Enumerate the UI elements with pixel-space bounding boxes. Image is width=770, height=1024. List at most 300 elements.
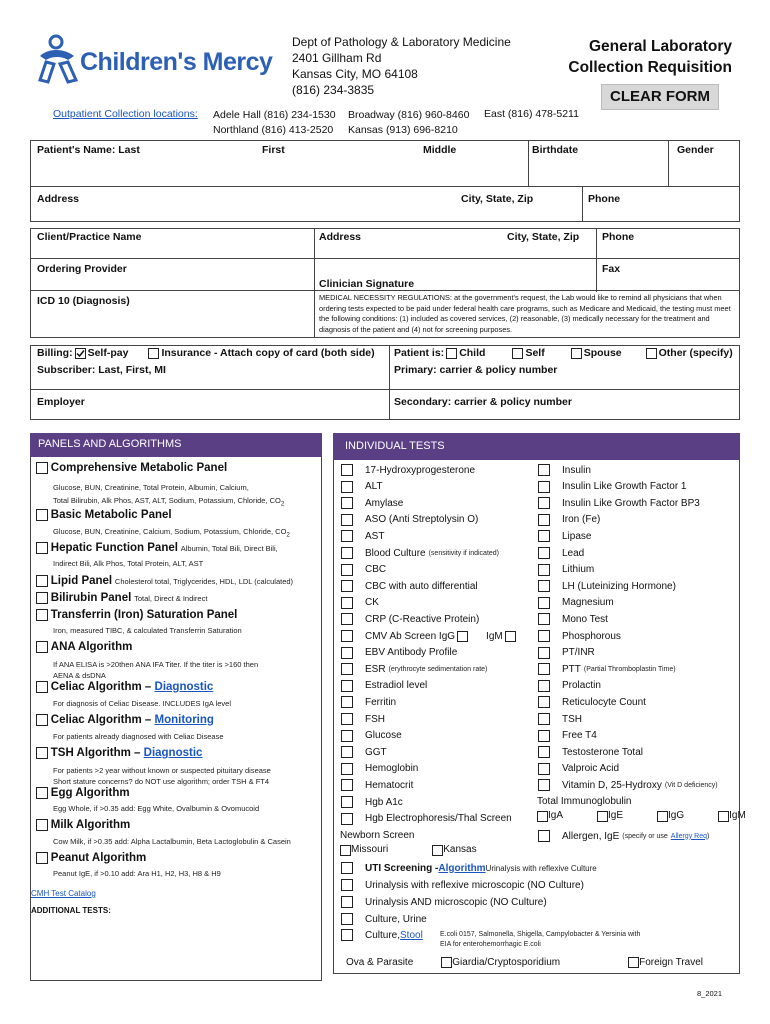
form-title	[568, 36, 732, 78]
bilirubin-title: Bilirubin Panel	[50, 592, 132, 604]
hfp-title: Hepatic Function Panel	[50, 542, 178, 554]
cmv-igm-label: IgM	[486, 630, 503, 642]
secondary-carrier-field[interactable]: Secondary: carrier & policy number	[394, 396, 572, 408]
individual-heading	[333, 433, 740, 460]
test-row-reticulocyte-count	[538, 694, 646, 710]
client-phone-field[interactable]: Phone	[602, 231, 635, 243]
test-label-vitamin-d: Vitamin D, 25-Hydroxy	[562, 779, 662, 791]
test-label-mono-test: Mono Test	[562, 613, 608, 625]
test-row-lead	[538, 545, 584, 561]
test-row-ptt	[538, 661, 676, 677]
celiac-diagnostic-checkbox[interactable]	[36, 681, 48, 693]
test-row-cbc	[341, 562, 386, 578]
child-checkbox[interactable]	[446, 348, 457, 359]
celiac-monitoring-checkbox[interactable]	[36, 714, 48, 726]
address-line-2: Kansas City, MO 64108	[292, 67, 418, 81]
test-checkbox-mono-test[interactable]	[538, 613, 550, 625]
ua-and-micro-label: Urinalysis AND microscopic (NO Culture)	[365, 896, 547, 908]
test-label-insulin-like-growth-factor-bp3: Insulin Like Growth Factor BP3	[562, 497, 700, 509]
bmp-desc-text: Glucose, BUN, Creatinine, Calcium, Sodium, Potassium, Chloride, CO	[53, 527, 287, 536]
form-title-line-2: Collection Requisition	[568, 59, 732, 76]
cmp-desc-line-2: Total Bilirubin, Alk Phos, AST, ALT, Sodium, Potassium, Chloride, CO	[53, 496, 281, 505]
test-row-ferritin	[341, 694, 396, 710]
panel-bmp	[36, 509, 172, 521]
hfp-checkbox[interactable]	[36, 542, 48, 554]
test-checkbox-ggt[interactable]	[341, 746, 353, 758]
icd10-diagnosis-field[interactable]: ICD 10 (Diagnosis)	[37, 295, 130, 307]
patient-middle-name-field[interactable]: Middle	[423, 144, 457, 156]
celiac-diagnostic-link[interactable]: Diagnostic	[154, 681, 214, 693]
test-row-iron-fe	[538, 512, 600, 528]
bilirubin-checkbox[interactable]	[36, 592, 48, 604]
test-checkbox-esr[interactable]	[341, 663, 353, 675]
test-label-hgb-electrophoresis-thal-screen: Hgb Electrophoresis/Thal Screen	[365, 813, 512, 825]
patient-phone-field[interactable]: Phone	[588, 193, 621, 205]
test-label-lead: Lead	[562, 547, 585, 559]
cmp-desc: Glucose, BUN, Creatinine, Total Protein, Albumin, Calcium, Total Bilirubin, Alk Phos, AST, ALT, Sodium, Potassium, Chloride, $CO_2$	[53, 483, 285, 508]
medical-necessity-notice: MEDICAL NECESSITY REGULATIONS: at the government's request, the Lab would like to remind all physicians that when ordering tests expected to be paid under federal health care programs, such as Medicare and Medicaid, the testing must meet the following conditions: (1) included as covered services, (2) reasonable, (3) medically necessary for the treatment and diagnosis of the patient and (4) not for screening purposes.	[319, 293, 731, 334]
peanut-checkbox[interactable]	[36, 852, 48, 864]
test-label-fsh: FSH	[365, 713, 385, 725]
tsh-desc-line-1: For patients >2 year without known or suspected pituitary disease	[53, 766, 271, 775]
check-icon	[75, 348, 86, 359]
patient-is-label: Patient is:	[394, 347, 445, 359]
test-checkbox-alt[interactable]	[341, 481, 353, 493]
test-checkbox-lead[interactable]	[538, 547, 550, 559]
location-east: East (816) 478-5211	[484, 108, 579, 120]
employer-field[interactable]: Employer	[37, 396, 85, 408]
self-checkbox[interactable]	[512, 348, 523, 359]
uti-algorithm-link[interactable]: Algorithm	[438, 862, 486, 874]
test-label-blood-culture: Blood Culture	[365, 547, 426, 559]
immunoglobulin-label: Total Immunoglobulin	[537, 796, 632, 807]
patient-last-name-field[interactable]: Patient's Name: Last	[37, 144, 140, 156]
stool-note	[440, 930, 640, 950]
self-label: Self	[525, 347, 545, 359]
culture-stool-label: Culture,	[365, 929, 401, 941]
child-label: Child	[459, 347, 486, 359]
test-label-testosterone-total: Testosterone Total	[562, 746, 643, 758]
cmp-title: Comprehensive Metabolic Panel	[50, 462, 228, 474]
patient-address-field[interactable]: Address	[37, 193, 80, 205]
igg-label: IgG	[668, 810, 685, 821]
tsh-desc-line-2: Short stature concerns? do NOT use algorithm; order TSH & FT4	[53, 777, 270, 786]
ana-desc-line-1: If ANA ELISA is >20then ANA IFA Titer. If the titer is >160 then	[53, 660, 259, 669]
test-checkbox-amylase[interactable]	[341, 497, 353, 509]
test-row-ggt	[341, 744, 387, 760]
test-checkbox-crp-c-reactive-protein[interactable]	[341, 613, 353, 625]
test-row-crp-c-reactive-protein	[341, 611, 479, 627]
locations-col-2	[348, 108, 469, 138]
client-city-field[interactable]: City, State, Zip	[507, 231, 580, 243]
milk-title: Milk Algorithm	[50, 819, 131, 831]
self-pay-label: Self-pay	[87, 347, 129, 359]
test-checkbox-tsh[interactable]	[538, 713, 550, 725]
ana-desc-line-2: AENA & dsDNA	[53, 671, 106, 680]
billing-row	[37, 347, 375, 359]
form-title-line-1: General Laboratory	[589, 38, 732, 55]
test-checkbox-lithium[interactable]	[538, 564, 550, 576]
test-row-esr	[341, 661, 487, 677]
test-label-valproic-acid: Valproic Acid	[562, 763, 620, 775]
test-row-blood-culture	[341, 545, 499, 561]
test-checkbox-hemoglobin[interactable]	[341, 763, 353, 775]
address-line-1: 2401 Gillham Rd	[292, 51, 382, 65]
test-label-tsh: TSH	[562, 713, 582, 725]
test-checkbox-blood-culture[interactable]	[341, 547, 353, 559]
panel-celiac-diagnostic	[36, 681, 213, 693]
test-label-cbc-with-auto-differential: CBC with auto differential	[365, 580, 478, 592]
panel-lipid	[36, 575, 293, 587]
ua-micro-label: Urinalysis with reflexive microscopic (NO Culture)	[365, 879, 584, 891]
additional-tests-field[interactable]: ADDITIONAL TESTS:	[31, 906, 111, 915]
newborn-screen-label: Newborn Screen	[340, 830, 415, 842]
dept-name: Dept of Pathology & Laboratory Medicine	[292, 35, 511, 49]
test-row-allergen-ige	[538, 828, 709, 844]
tsh-diagnostic-link[interactable]: Diagnostic	[143, 747, 203, 759]
test-checkbox-aso-anti-streptolysin-o[interactable]	[341, 514, 353, 526]
test-row-pt-inr	[538, 645, 595, 661]
culture-urine-label: Culture, Urine	[365, 913, 427, 925]
test-label-insulin-like-growth-factor-1: Insulin Like Growth Factor 1	[562, 481, 687, 493]
test-label-hematocrit: Hematocrit	[365, 779, 414, 791]
test-checkbox-ferritin[interactable]	[341, 696, 353, 708]
client-address-field[interactable]: Address	[319, 231, 362, 243]
test-label-phosphorous: Phosphorous	[562, 630, 621, 642]
spouse-label: Spouse	[583, 347, 622, 359]
test-label-amylase: Amylase	[365, 497, 404, 509]
test-label-insulin: Insulin	[562, 464, 591, 476]
ana-desc	[53, 659, 258, 681]
stool-link[interactable]: Stool	[400, 929, 423, 941]
insurance-label: Insurance - Attach copy of card (both side)	[161, 347, 375, 359]
other-checkbox[interactable]	[646, 348, 657, 359]
panel-cmp	[36, 462, 227, 474]
test-label-lithium: Lithium	[562, 564, 595, 576]
tsh-algorithm-checkbox[interactable]	[36, 747, 48, 759]
test-checkbox-hgb-electrophoresis-thal-screen[interactable]	[341, 813, 353, 825]
individual-heading-text: INDIVIDUAL TESTS	[345, 440, 445, 452]
test-row-glucose	[341, 728, 402, 744]
test-checkbox-estradiol-level[interactable]	[341, 680, 353, 692]
test-checkbox-allergen-ige[interactable]	[538, 830, 550, 842]
test-row-mono-test	[538, 611, 608, 627]
patient-birthdate-field[interactable]: Birthdate	[532, 144, 579, 156]
clear-form-button[interactable]: CLEAR FORM	[601, 84, 719, 110]
foreign-travel-label: Foreign Travel	[639, 957, 704, 968]
igg-checkbox[interactable]	[657, 811, 668, 822]
logo-figure-icon	[34, 34, 82, 86]
missouri-checkbox[interactable]	[340, 845, 351, 856]
test-checkbox-glucose[interactable]	[341, 730, 353, 742]
panel-celiac-monitoring	[36, 714, 214, 726]
test-label-17-hydroxyprogesterone: 17-Hydroxyprogesterone	[365, 464, 476, 476]
transferrin-desc: Iron, measured TIBC, & calculated Transferrin Saturation	[53, 626, 242, 635]
test-row-hgb-electrophoresis-thal-screen	[341, 811, 512, 827]
test-label-alt: ALT	[365, 481, 383, 493]
peanut-title: Peanut Algorithm	[50, 852, 147, 864]
patient-city-field[interactable]: City, State, Zip	[461, 193, 534, 205]
self-pay-checkbox[interactable]	[75, 348, 86, 359]
test-label-hemoglobin: Hemoglobin	[365, 763, 419, 775]
test-row-insulin-like-growth-factor-bp3	[538, 495, 700, 511]
ana-title: ANA Algorithm	[50, 641, 133, 653]
milk-checkbox[interactable]	[36, 819, 48, 831]
bmp-title: Basic Metabolic Panel	[50, 509, 172, 521]
location-northland: Northland (816) 413-2520	[213, 124, 334, 136]
ua-and-micro-row	[341, 894, 547, 910]
test-label-magnesium: Magnesium	[562, 597, 614, 609]
test-row-hemoglobin	[341, 761, 418, 777]
giardia-label: Giardia/Cryptosporidium	[452, 957, 561, 968]
test-row-aso-anti-streptolysin-o	[341, 512, 478, 528]
culture-stool-row	[341, 927, 423, 943]
bmp-checkbox[interactable]	[36, 509, 48, 521]
location-kansas: Kansas (913) 696-8210	[348, 124, 458, 136]
panel-tsh	[36, 747, 202, 759]
bmp-desc: Glucose, BUN, Creatinine, Calcium, Sodium, Potassium, Chloride, $CO_2$	[53, 527, 290, 539]
test-row-testosterone-total	[538, 744, 643, 760]
celiac-monitoring-link[interactable]: Monitoring	[154, 714, 214, 726]
test-label-ferritin: Ferritin	[365, 696, 397, 708]
ua-micro-row	[341, 877, 584, 893]
test-checkbox-cmv-ab-screen[interactable]	[341, 630, 353, 642]
cmv-igg-checkbox[interactable]	[457, 631, 468, 642]
vitd-note: (Vit D deficiency)	[664, 781, 718, 789]
test-row-amylase	[341, 495, 403, 511]
test-checkbox-cbc[interactable]	[341, 564, 353, 576]
test-row-ast	[341, 528, 384, 544]
test-checkbox-iron-fe[interactable]	[538, 514, 550, 526]
egg-desc: Egg Whole, if >0.35 add: Egg White, Ovalbumin & Ovomucoid	[53, 804, 260, 813]
celiac-monitoring-title: Celiac Algorithm –	[50, 714, 155, 726]
hfp-desc-1: Albumin, Total Bili, Direct Bili,	[180, 544, 278, 553]
test-checkbox-insulin-like-growth-factor-1[interactable]	[538, 481, 550, 493]
test-row-tsh	[538, 711, 582, 727]
uti-screening-checkbox[interactable]	[341, 862, 353, 874]
test-label-cbc: CBC	[365, 564, 387, 576]
newborn-screen-group	[340, 829, 477, 857]
dept-address-block	[292, 34, 511, 98]
location-adele: Adele Hall (816) 234-1530	[213, 109, 336, 121]
ige-checkbox[interactable]	[597, 811, 608, 822]
giardia-checkbox[interactable]	[441, 957, 452, 968]
test-label-lipase: Lipase	[562, 530, 592, 542]
test-checkbox-insulin[interactable]	[538, 464, 550, 476]
test-label-glucose: Glucose	[365, 730, 402, 742]
allergy-req-link[interactable]: Allergy Req	[670, 832, 707, 840]
test-checkbox-hgb-a1c[interactable]	[341, 796, 353, 808]
allergen-note: (specify or use	[622, 832, 668, 840]
cmv-igm-checkbox[interactable]	[505, 631, 516, 642]
blood-culture-note: (sensitivity if indicated)	[428, 549, 500, 557]
milk-desc: Cow Milk, if >0.35 add: Alpha Lactalbumin, Beta Lactoglobulin & Casein	[53, 837, 291, 846]
ua-micro-checkbox[interactable]	[341, 879, 353, 891]
culture-urine-checkbox[interactable]	[341, 913, 353, 925]
lipid-title: Lipid Panel	[50, 575, 113, 587]
celiac-diagnostic-desc: For diagnosis of Celiac Disease. INCLUDES IgA level	[53, 699, 231, 708]
iga-checkbox[interactable]	[537, 811, 548, 822]
test-checkbox-ast[interactable]	[341, 530, 353, 542]
test-checkbox-ebv[interactable]	[341, 647, 353, 659]
ordering-provider-field[interactable]: Ordering Provider	[37, 263, 127, 275]
test-checkbox-vitamin-d[interactable]	[538, 779, 550, 791]
ana-checkbox[interactable]	[36, 641, 48, 653]
ova-parasite-row	[346, 957, 703, 968]
subscriber-field[interactable]: Subscriber: Last, First, MI	[37, 364, 166, 376]
billing-label: Billing:	[37, 347, 73, 359]
logo	[34, 34, 279, 88]
test-checkbox-prolactin[interactable]	[538, 680, 550, 692]
test-checkbox-reticulocyte-count[interactable]	[538, 696, 550, 708]
test-catalog-link[interactable]: CMH Test Catalog	[31, 889, 96, 898]
cmp-desc-line-1: Glucose, BUN, Creatinine, Total Protein, Albumin, Calcium,	[53, 483, 249, 492]
test-label-cmv-ab-screen: CMV Ab Screen IgG	[365, 630, 456, 642]
test-label-free-t4: Free T4	[562, 730, 597, 742]
uti-screening-desc: Urinalysis with reflexive Culture	[485, 863, 597, 873]
panel-egg	[36, 787, 130, 799]
other-label: Other (specify)	[658, 347, 733, 359]
client-practice-name-field[interactable]: Client/Practice Name	[37, 231, 142, 243]
test-checkbox-fsh[interactable]	[341, 713, 353, 725]
test-row-free-t4	[538, 728, 597, 744]
test-checkbox-lh-luteinizing-hormone[interactable]	[538, 580, 550, 592]
esr-note: (erythrocyte sedimentation rate)	[388, 665, 488, 673]
test-label-lh-luteinizing-hormone: LH (Luteinizing Hormone)	[562, 580, 676, 592]
uti-screening-label: UTI Screening -	[365, 862, 439, 874]
test-checkbox-lipase[interactable]	[538, 530, 550, 542]
transferrin-checkbox[interactable]	[36, 609, 48, 621]
patient-first-name-field[interactable]: First	[262, 144, 285, 156]
location-broadway: Broadway (816) 960-8460	[348, 109, 470, 121]
kansas-checkbox[interactable]	[432, 845, 443, 856]
uti-screening-row	[341, 860, 597, 876]
panel-peanut	[36, 852, 146, 864]
panel-ana	[36, 641, 132, 653]
culture-urine-row	[341, 911, 427, 927]
stool-note-line-1: E.coli 0157, Salmonella, Shigella, Campylobacter & Yersinia with	[440, 931, 641, 938]
client-fax-field[interactable]: Fax	[602, 263, 621, 275]
test-row-magnesium	[538, 595, 614, 611]
test-row-lh-luteinizing-hormone	[538, 578, 676, 594]
test-row-cmv-ab-screen	[341, 628, 516, 644]
test-label-esr: ESR	[365, 663, 386, 675]
transferrin-title: Transferrin (Iron) Saturation Panel	[50, 609, 238, 621]
test-checkbox-ck[interactable]	[341, 597, 353, 609]
test-checkbox-ptt[interactable]	[538, 663, 550, 675]
iga-label: IgA	[548, 810, 564, 821]
celiac-diagnostic-title: Celiac Algorithm –	[50, 681, 155, 693]
test-label-iron-fe: Iron (Fe)	[562, 514, 601, 526]
missouri-label: Missouri	[351, 844, 389, 856]
test-label-ptt: PTT	[562, 663, 581, 675]
immunoglobulin-group	[537, 795, 746, 823]
test-row-alt	[341, 479, 383, 495]
panel-milk	[36, 819, 130, 831]
test-row-valproic-acid	[538, 761, 619, 777]
culture-stool-checkbox[interactable]	[341, 929, 353, 941]
test-row-hgb-a1c	[341, 794, 403, 810]
test-row-ebv	[341, 645, 457, 661]
test-row-lipase	[538, 528, 591, 544]
test-checkbox-pt-inr[interactable]	[538, 647, 550, 659]
foreign-travel-checkbox[interactable]	[628, 957, 639, 968]
panel-hfp	[36, 542, 278, 554]
peanut-desc: Peanut IgE, if >0.10 add: Ara H1, H2, H3, H8 & H9	[53, 869, 221, 878]
patient-is-row	[394, 347, 733, 359]
test-checkbox-cbc-with-auto-differential[interactable]	[341, 580, 353, 592]
test-label-prolactin: Prolactin	[562, 680, 601, 692]
test-row-ck	[341, 595, 379, 611]
primary-carrier-field[interactable]: Primary: carrier & policy number	[394, 364, 558, 376]
test-checkbox-phosphorous[interactable]	[538, 630, 550, 642]
test-label-allergen-ige: Allergen, IgE	[562, 830, 620, 842]
test-checkbox-insulin-like-growth-factor-bp3[interactable]	[538, 497, 550, 509]
lipid-checkbox[interactable]	[36, 575, 48, 587]
patient-gender-field[interactable]: Gender	[677, 144, 714, 156]
test-row-vitamin-d	[538, 777, 718, 793]
test-checkbox-hematocrit[interactable]	[341, 779, 353, 791]
test-checkbox-magnesium[interactable]	[538, 597, 550, 609]
ige-label: IgE	[608, 810, 624, 821]
hfp-desc-2: Indirect Bili, Alk Phos, Total Protein, ALT, AST	[53, 559, 204, 568]
igm-label: IgM	[729, 810, 746, 821]
egg-checkbox[interactable]	[36, 787, 48, 799]
tsh-algorithm-title: TSH Algorithm –	[50, 747, 144, 759]
panel-transferrin	[36, 609, 237, 621]
outpatient-locations-link[interactable]: Outpatient Collection locations:	[53, 108, 198, 120]
spouse-checkbox[interactable]	[571, 348, 582, 359]
igm-checkbox[interactable]	[718, 811, 729, 822]
test-row-hematocrit	[341, 777, 413, 793]
test-row-lithium	[538, 562, 594, 578]
insurance-checkbox[interactable]	[148, 348, 159, 359]
test-checkbox-valproic-acid[interactable]	[538, 763, 550, 775]
test-checkbox-free-t4[interactable]	[538, 730, 550, 742]
ova-parasite-label: Ova & Parasite	[346, 957, 414, 968]
cmp-checkbox[interactable]	[36, 462, 48, 474]
test-row-cbc-with-auto-differential	[341, 578, 478, 594]
tsh-desc	[53, 765, 271, 787]
bilirubin-desc: Total, Direct & Indirect	[134, 594, 208, 603]
ua-and-micro-checkbox[interactable]	[341, 896, 353, 908]
test-row-fsh	[341, 711, 385, 727]
allergen-note-close: )	[706, 832, 710, 840]
test-row-estradiol-level	[341, 678, 427, 694]
test-row-prolactin	[538, 678, 601, 694]
clinician-signature-field[interactable]: Clinician Signature	[319, 278, 415, 290]
test-label-estradiol-level: Estradiol level	[365, 680, 428, 692]
test-row-phosphorous	[538, 628, 621, 644]
test-label-ck: CK	[365, 597, 379, 609]
logo-text: Children's Mercy	[80, 48, 273, 76]
dept-phone: (816) 234-3835	[292, 83, 375, 97]
celiac-monitoring-desc: For patients already diagnosed with Celiac Disease	[53, 732, 224, 741]
egg-title: Egg Algorithm	[50, 787, 130, 799]
lipid-desc: Cholesterol total, Triglycerides, HDL, LDL (calculated)	[114, 577, 294, 586]
test-checkbox-testosterone-total[interactable]	[538, 746, 550, 758]
ptt-note: (Partial Thromboplastin Time)	[583, 665, 676, 673]
test-row-17-hydroxyprogesterone	[341, 462, 475, 478]
test-label-ggt: GGT	[365, 746, 387, 758]
test-label-hgb-a1c: Hgb A1c	[365, 796, 403, 808]
test-label-reticulocyte-count: Reticulocyte Count	[562, 696, 646, 708]
test-label-aso-anti-streptolysin-o: ASO (Anti Streptolysin O)	[365, 514, 479, 526]
test-checkbox-17-hydroxyprogesterone[interactable]	[341, 464, 353, 476]
stool-note-line-2: EIA for enterohemorrhagic E.coli	[440, 941, 541, 948]
panel-bilirubin	[36, 592, 207, 604]
panels-heading	[30, 433, 322, 457]
